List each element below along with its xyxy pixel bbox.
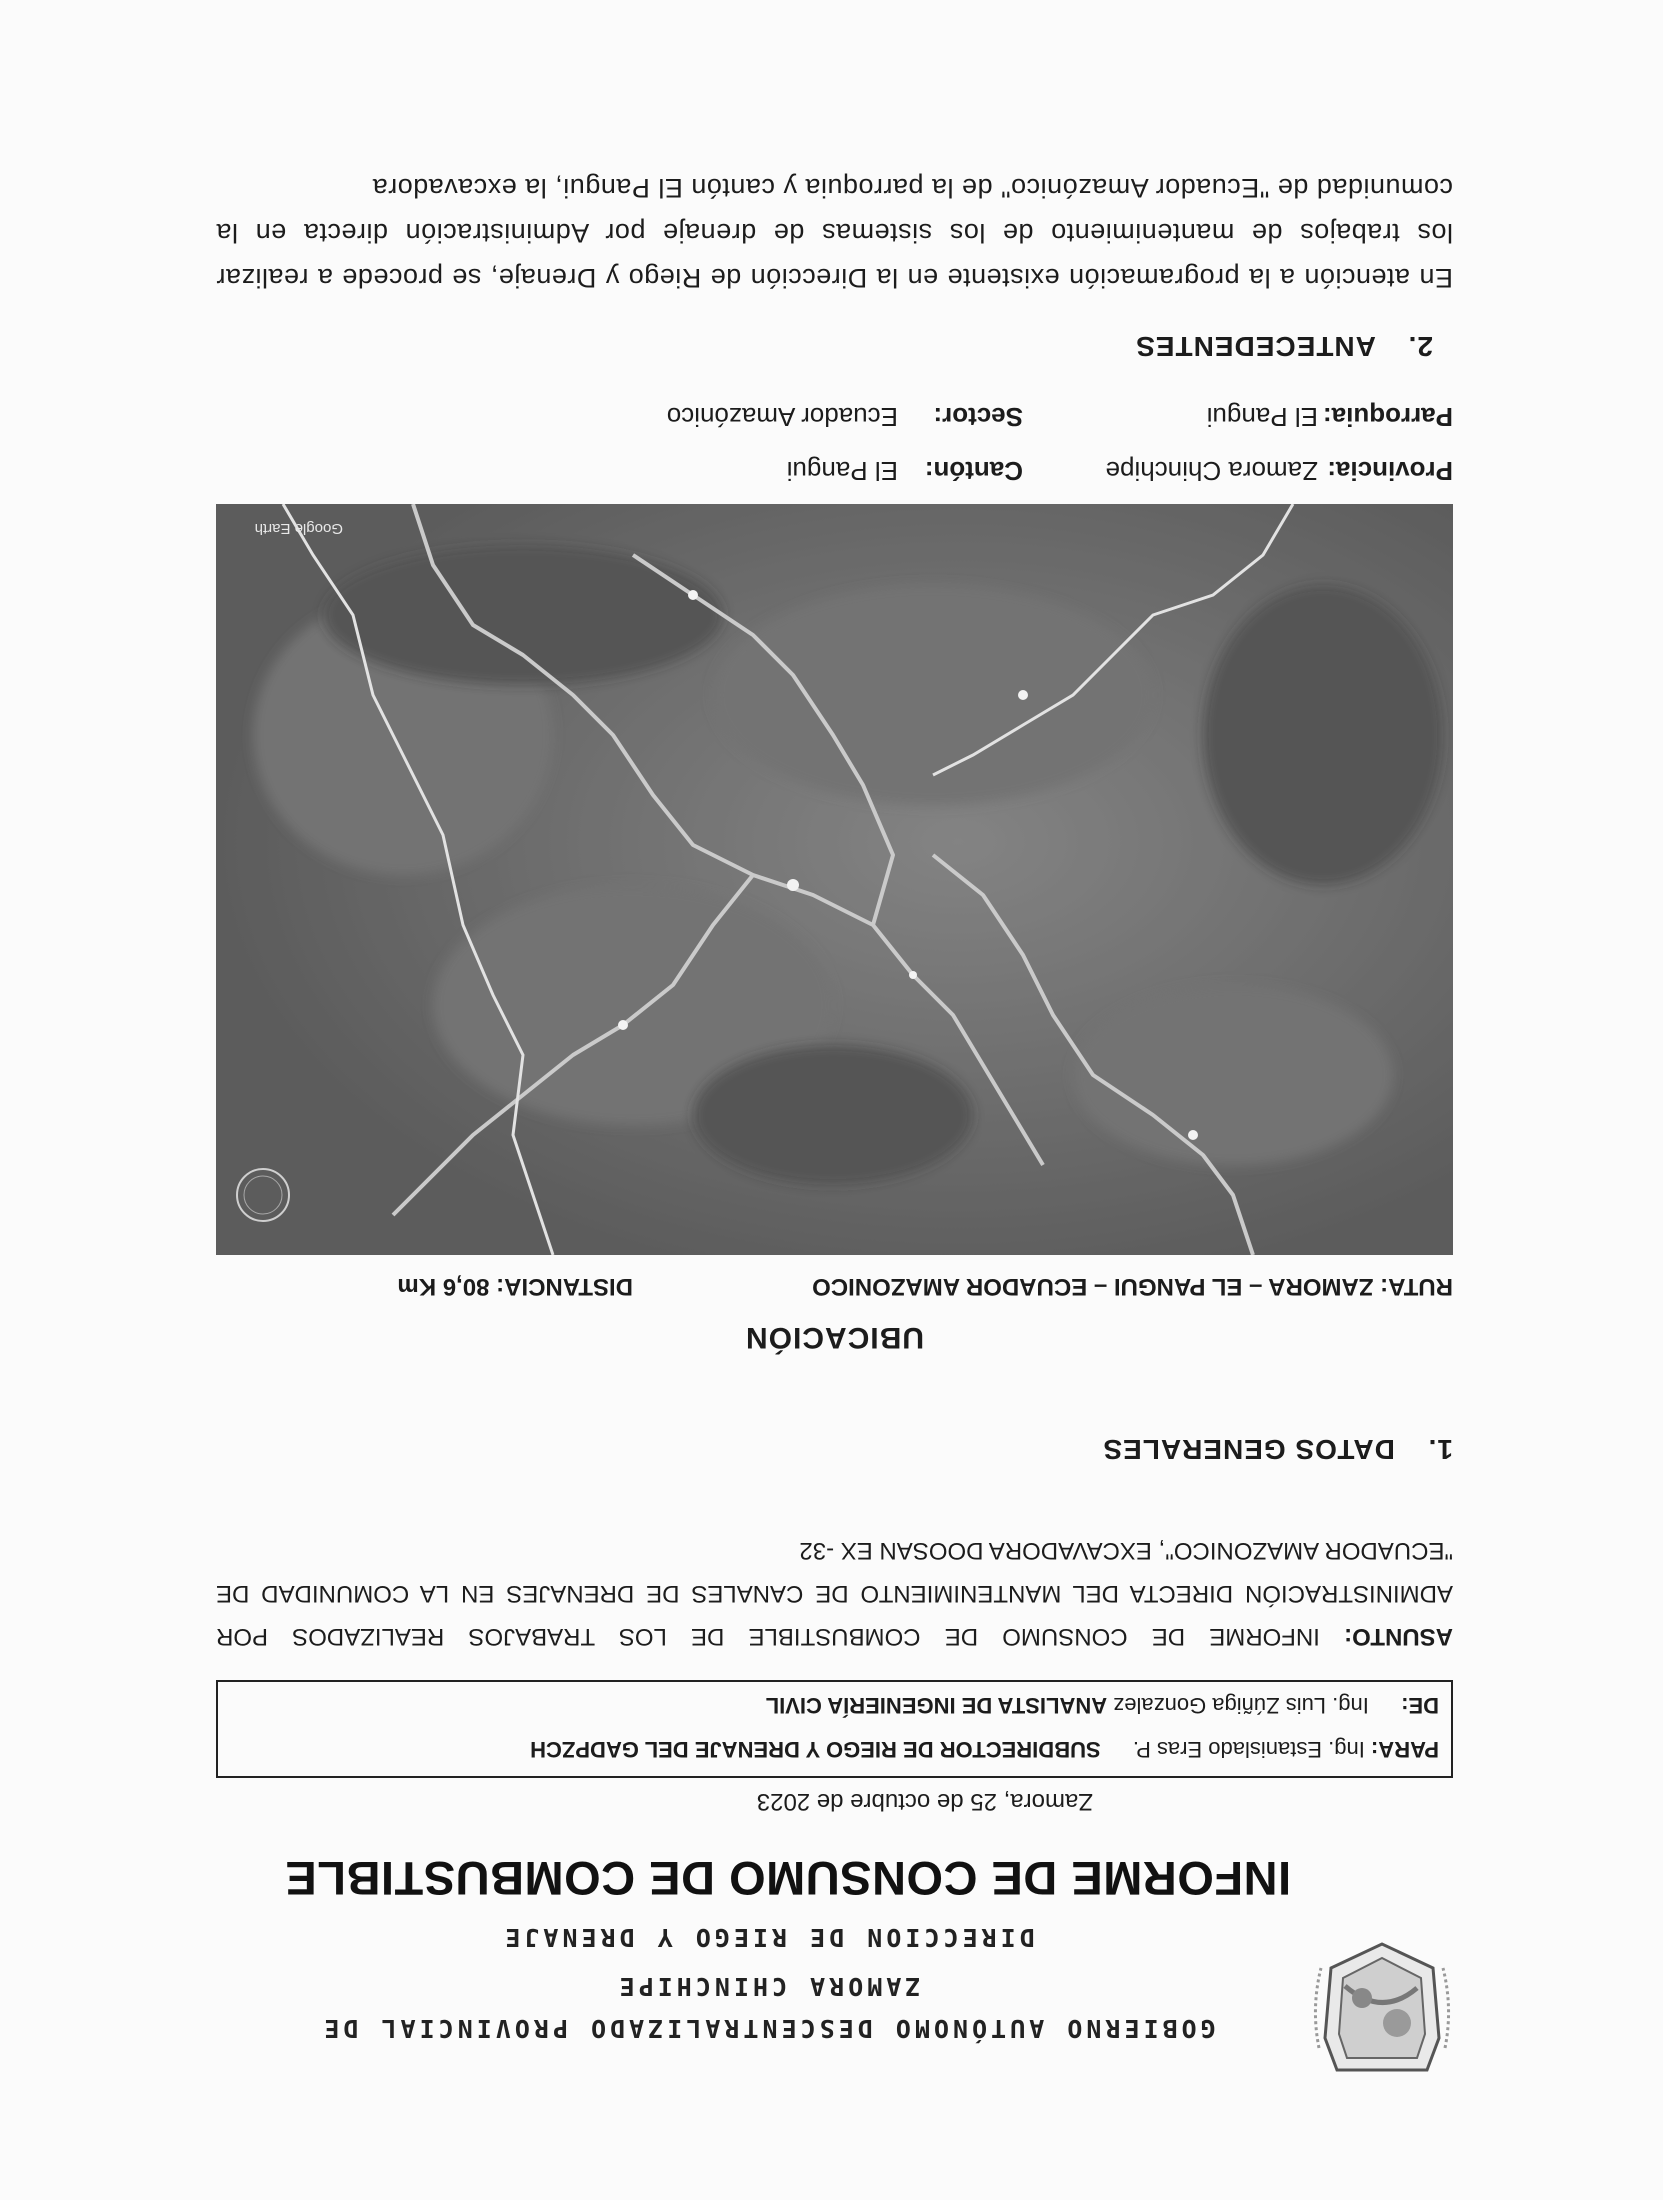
sector-label: Sector: <box>933 402 1023 432</box>
de-row <box>766 1692 1439 1718</box>
location-title: UBICACIÓN <box>745 1321 924 1354</box>
provincia-label: Provincia: <box>1327 456 1453 486</box>
section-2-heading <box>1135 330 1433 362</box>
department-name: DIRECCION DE RIEGO Y DRENAJE <box>501 1923 1035 1952</box>
para-label: PARA: <box>1370 1737 1439 1762</box>
distance-label: DISTANCIA: 80,6 Km <box>397 1273 633 1300</box>
document-title: INFORME DE CONSUMO DE COMBUSTIBLE <box>284 1852 1292 1905</box>
section-1-title: DATOS GENERALES <box>1102 1434 1395 1465</box>
route-label: RUTA: ZAMORA – EL PANGUI – ECUADOR AMAZONICO <box>812 1273 1453 1300</box>
para-row <box>530 1736 1439 1762</box>
map-haze <box>216 504 1453 1255</box>
section-2-title: ANTECEDENTES <box>1135 331 1376 362</box>
section-2-number: 2. <box>1407 331 1433 362</box>
sector-value: Ecuador Amazónico <box>666 402 898 432</box>
satellite-map-image <box>216 504 1453 1255</box>
subject-paragraph <box>216 1529 1453 1658</box>
para-role: SUBDIRECTOR DE RIEGO Y DRENAJE DEL GADPZCH <box>530 1737 1101 1762</box>
canton-value: El Pangui <box>786 456 898 486</box>
province-name: ZAMORA CHINCHIPE <box>615 1972 921 2001</box>
section-1-number: 1. <box>1427 1434 1453 1465</box>
page-content <box>203 78 1453 2198</box>
map-terrain <box>216 504 1453 1255</box>
asunto-text: INFORME DE CONSUMO DE COMBUSTIBLE DE LOS TRABAJOS REALIZADOS POR ADMINISTRACIÓN DIRECTA DEL MANTENIMIENTO DE CANALES DE DRENAJES EN LA COMUNIDAD DE "ECUADOR AMAZONICO", EXCAVADORA DOOSAN EX -32 <box>215 1537 1453 1650</box>
recipient-box <box>216 1680 1453 1778</box>
de-role: ANALISTA DE INGENIERÍA CIVIL <box>765 1693 1108 1718</box>
asunto-label: ASUNTO: <box>1344 1623 1453 1650</box>
para-name: Ing. Estanislado Eras P. <box>1132 1737 1365 1762</box>
canton-label: Cantón: <box>924 456 1023 486</box>
de-name: Ing. Luis Zúñiga Gonzalez <box>1113 1693 1369 1718</box>
route-row <box>216 1272 1453 1300</box>
provincial-seal-icon <box>1307 1938 1457 2078</box>
parroquia-label: Parroquia: <box>1322 402 1453 432</box>
organization-name: GOBIERNO AUTÓNOMO DESCENTRALIZADO PROVINCIAL DE <box>320 2014 1216 2043</box>
provincia-value: Zamora Chinchipe <box>1105 456 1318 486</box>
parroquia-value: El Pangui <box>1206 402 1318 432</box>
section-1-heading <box>1102 1433 1453 1465</box>
document-date: Zamora, 25 de octubre de 2023 <box>756 1788 1093 1815</box>
letterhead <box>203 1788 1453 2198</box>
map-credit: Google Earth <box>254 520 343 537</box>
antecedentes-paragraph: En atención a la programación existente en la Dirección de Riego y Drenaje, se procede a realizar los trabajos de mantenimiento de los sistemas de drenaje por Administración directa en la comunidad de "Ecuador Amazónico" de la parroquia y cantón El Pangui, la excavadora <box>216 173 1453 293</box>
de-label: DE: <box>1401 1693 1439 1718</box>
